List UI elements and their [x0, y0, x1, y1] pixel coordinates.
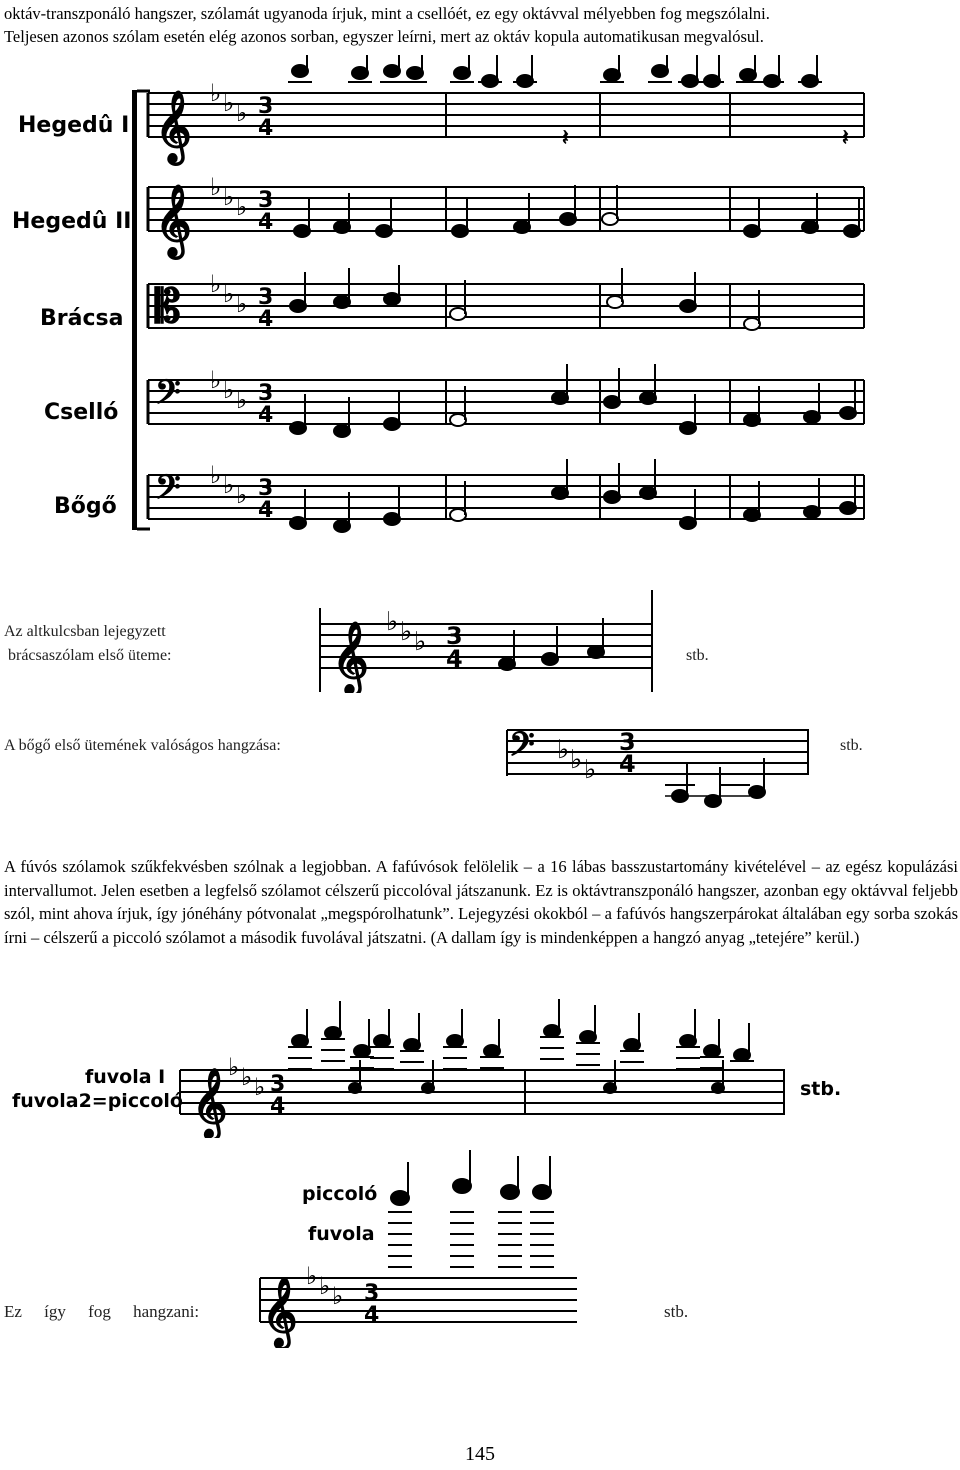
time-sig: 3 — [258, 285, 274, 310]
system-bracket — [132, 90, 137, 530]
flat: ♭ — [236, 193, 248, 221]
note-head — [744, 509, 760, 521]
note-head — [552, 392, 568, 404]
time-sig-bottom: 4 — [446, 645, 463, 673]
note-head — [680, 517, 696, 529]
note-head — [514, 221, 530, 233]
note-head — [804, 411, 820, 423]
rest: 𝄽 — [562, 126, 569, 151]
svg-text:♭: ♭ — [332, 1282, 344, 1310]
svg-text:𝄞: 𝄞 — [192, 1068, 228, 1138]
svg-text:♭: ♭ — [557, 735, 570, 765]
instrument-label: Hegedû II — [12, 209, 132, 234]
note-head — [804, 506, 820, 518]
clef: 𝄞 — [155, 183, 192, 256]
note-head — [604, 491, 620, 503]
page-number: 145 — [465, 1443, 495, 1465]
note-head — [384, 293, 400, 305]
svg-text:♭: ♭ — [228, 1053, 240, 1081]
flat: ♭ — [236, 290, 248, 318]
flat: ♭ — [236, 481, 248, 509]
instrument-label: Hegedû I — [18, 113, 130, 138]
svg-text:♭: ♭ — [400, 617, 413, 647]
body-paragraph: A fúvós szólamok szűkfekvésben szólnak a legjobban. A fafúvósok felölelik – a 16 lábas basszustartomány kivételével – az egész kopulázási intervallumot. Jelen esetben a legfelső szólamot célszerű piccolóval játszanunk. Ez is oktávtranszponáló hangszer, azonban egy oktávval feljebb szól, mint ahova írjuk, így jónéhány pótvonalat „megspórolhatunk”. Lejegyzési okokból – a fafúvós hangszerpárokat általában egy sorba szokás írni – célszerű a piccoló szólamot a második fuvolával játszatni. (A dallam így is mindenképpen a hangzó anyag „tetejére” kerül.) — [4, 857, 958, 947]
flute-etc: stb. — [800, 1078, 842, 1100]
time-sig: 4 — [258, 116, 274, 141]
flat: ♭ — [210, 270, 222, 298]
note-head — [552, 487, 568, 499]
note-head — [680, 1035, 696, 1047]
flute-label: fuvola — [308, 1223, 375, 1245]
flat: ♭ — [223, 376, 235, 404]
note-head — [376, 225, 392, 237]
flat: ♭ — [236, 99, 248, 127]
note-head — [744, 414, 760, 426]
note-head — [744, 318, 760, 330]
note-head — [325, 1027, 341, 1039]
note-head — [560, 213, 576, 225]
note-head — [840, 407, 856, 419]
note-head — [447, 1035, 463, 1047]
note-head — [334, 221, 350, 233]
note-head — [292, 1035, 308, 1047]
note-head — [652, 65, 668, 77]
time-sig: 4 — [258, 210, 274, 235]
svg-text:4: 4 — [270, 1094, 286, 1119]
note-head — [290, 300, 306, 312]
flat: ♭ — [210, 173, 222, 201]
note-head — [680, 300, 696, 312]
svg-text:𝄢: 𝄢 — [509, 726, 535, 772]
svg-text:♭: ♭ — [584, 755, 597, 785]
time-sig: 3 — [258, 476, 274, 501]
viola-caption-2: brácsaszólam első üteme: — [8, 647, 172, 664]
svg-text:𝄞: 𝄞 — [332, 620, 369, 693]
time-sig: 4 — [258, 307, 274, 332]
note-head — [452, 225, 468, 237]
note-head — [384, 513, 400, 525]
svg-text:♭: ♭ — [254, 1073, 266, 1101]
rest: 𝄽 — [842, 126, 849, 151]
note-head — [484, 1045, 500, 1057]
note-head — [290, 422, 306, 434]
bass-example-staff — [495, 712, 815, 822]
flute-label-1: fuvola I — [85, 1066, 166, 1088]
note-head — [680, 422, 696, 434]
note-head — [501, 1185, 519, 1199]
note-head — [384, 418, 400, 430]
note-head — [374, 1035, 390, 1047]
note-head — [450, 509, 466, 521]
svg-text:♭: ♭ — [386, 607, 399, 637]
note-head — [607, 296, 623, 308]
note-head — [802, 221, 818, 233]
note-head — [533, 1185, 551, 1199]
flat: ♭ — [210, 461, 222, 489]
note-head — [450, 414, 466, 426]
note-head — [602, 213, 618, 225]
time-sig: 4 — [258, 498, 274, 523]
note-head — [640, 392, 656, 404]
note-head — [290, 517, 306, 529]
note-head — [740, 69, 756, 81]
note-head — [844, 225, 860, 237]
note-head — [294, 225, 310, 237]
note-head — [744, 225, 760, 237]
instrument-label: Brácsa — [40, 306, 124, 331]
instrument-label: Bőgő — [54, 494, 117, 519]
instrument-label: Cselló — [44, 400, 119, 425]
svg-text:3: 3 — [270, 1072, 286, 1097]
note-head — [352, 67, 368, 79]
svg-text:♭: ♭ — [241, 1063, 253, 1091]
note-head — [453, 1179, 471, 1193]
bass-etc: stb. — [840, 737, 863, 754]
time-sig: 3 — [258, 381, 274, 406]
sound-caption: Ez így fog hangzani: — [4, 1302, 200, 1321]
note-head — [384, 65, 400, 77]
note-head — [391, 1191, 409, 1205]
note-head — [544, 1025, 560, 1037]
note-head — [407, 67, 423, 79]
note-head — [604, 396, 620, 408]
note-head — [640, 487, 656, 499]
svg-text:3: 3 — [619, 728, 636, 756]
flat: ♭ — [223, 280, 235, 308]
note-head — [840, 502, 856, 514]
viola-caption-1: Az altkulcsban lejegyzett — [4, 623, 166, 640]
note-head — [454, 67, 470, 79]
svg-text:𝄞: 𝄞 — [262, 1277, 298, 1347]
note-head — [404, 1039, 420, 1051]
flat: ♭ — [223, 89, 235, 117]
clef: 𝄞 — [155, 89, 192, 162]
flat: ♭ — [223, 471, 235, 499]
svg-text:4: 4 — [619, 750, 636, 778]
piccolo-label: piccoló — [302, 1183, 378, 1205]
time-sig: 4 — [258, 403, 274, 428]
note-head — [354, 1045, 370, 1057]
note-head — [334, 520, 350, 532]
viola-etc: stb. — [686, 647, 709, 664]
note-head — [580, 1031, 596, 1043]
intro-line-1: oktáv-transzponáló hangszer, szólamát ugyanoda írjuk, mint a csellóét, ez egy oktávval mélyebben fog megszólalni. — [4, 4, 770, 23]
time-sig: 3 — [258, 94, 274, 119]
time-sig: 3 — [258, 188, 274, 213]
svg-text:♭: ♭ — [414, 627, 427, 657]
clef: 𝄢 — [155, 374, 181, 420]
note-head — [704, 1045, 720, 1057]
note-head — [450, 308, 466, 320]
svg-text:4: 4 — [364, 1303, 380, 1328]
flat: ♭ — [210, 79, 222, 107]
svg-text:♭: ♭ — [570, 745, 583, 775]
time-sig-top: 3 — [446, 622, 463, 650]
note-head — [734, 1049, 750, 1061]
svg-text:♭: ♭ — [319, 1272, 331, 1300]
flute-label-2: fuvola2=piccoló — [12, 1090, 183, 1112]
svg-text:♭: ♭ — [306, 1262, 318, 1290]
note-head — [604, 69, 620, 81]
viola-example-staff — [318, 588, 663, 693]
string-score — [0, 55, 960, 550]
flat: ♭ — [236, 386, 248, 414]
sound-etc: stb. — [664, 1302, 689, 1321]
note-head — [624, 1039, 640, 1051]
clef: 𝄢 — [155, 469, 181, 515]
note-head — [334, 296, 350, 308]
clef: 𝄡 — [155, 279, 181, 333]
note-head — [292, 65, 308, 77]
sounding-score — [242, 1148, 582, 1348]
flat: ♭ — [223, 183, 235, 211]
flute-score — [0, 993, 842, 1138]
note-head — [334, 425, 350, 437]
intro-line-2: Teljesen azonos szólam esetén elég azonos sorban, egyszer leírni, mert az oktáv kopula automatikusan megvalósul. — [4, 27, 764, 46]
bass-caption: A bőgő első ütemének valóságos hangzása: — [4, 737, 281, 754]
svg-text:3: 3 — [364, 1281, 380, 1306]
flat: ♭ — [210, 366, 222, 394]
